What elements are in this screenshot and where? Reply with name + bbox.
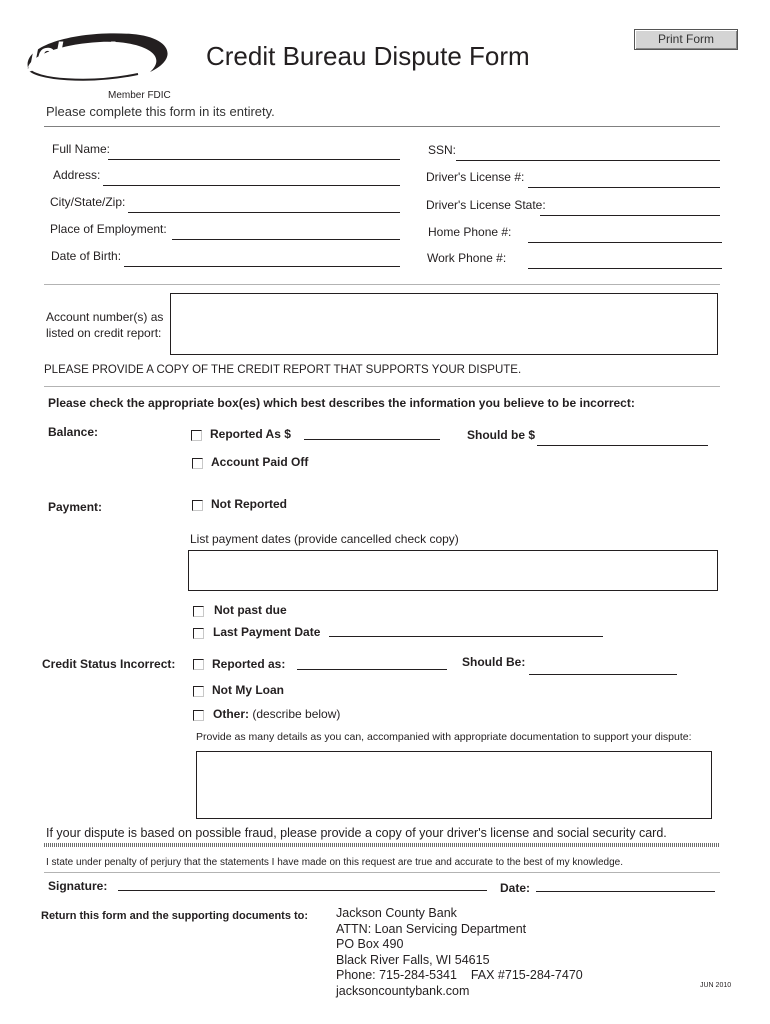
home-phone-label: Home Phone #: (428, 225, 512, 239)
other-label: Other: (describe below) (213, 707, 341, 721)
other-checkbox[interactable] (193, 710, 204, 721)
place-of-employment-label: Place of Employment: (50, 222, 167, 236)
reported-as-status-field[interactable] (297, 669, 447, 670)
divider (44, 284, 720, 285)
drivers-license-field[interactable] (528, 187, 720, 188)
reported-as-status-checkbox[interactable] (193, 659, 204, 670)
divider (44, 386, 720, 387)
ssn-field[interactable] (456, 160, 720, 161)
fraud-notice: If your dispute is based on possible fraud, please provide a copy of your driver's license and social security card. (46, 826, 667, 840)
details-field[interactable] (196, 751, 712, 819)
signature-label: Signature: (48, 879, 108, 893)
work-phone-field[interactable] (528, 268, 722, 269)
return-address: Jackson County Bank ATTN: Loan Servicing Department PO Box 490 Black River Falls, WI 54615 Phone: 715-284-5341 FAX #715-284-7470 jacksoncountybank.com (336, 906, 583, 998)
copy-notice: PLEASE PROVIDE A COPY OF THE CREDIT REPORT THAT SUPPORTS YOUR DISPUTE. (44, 364, 522, 376)
last-payment-date-label: Last Payment Date (213, 625, 321, 639)
account-paid-off-label: Account Paid Off (211, 455, 309, 469)
account-numbers-label: Account number(s) as listed on credit report: (46, 310, 164, 340)
form-instruction: Please complete this form in its entirety. (46, 104, 275, 119)
not-reported-checkbox[interactable] (192, 500, 203, 511)
should-be-status-field[interactable] (529, 674, 677, 675)
payment-label: Payment: (48, 500, 103, 514)
logo-wordmark: jcbank (30, 36, 123, 72)
address-field[interactable] (103, 185, 400, 186)
full-name-label: Full Name: (52, 142, 111, 156)
last-payment-date-checkbox[interactable] (193, 628, 204, 639)
date-field[interactable] (536, 891, 715, 892)
place-of-employment-field[interactable] (172, 239, 400, 240)
address-label: Address: (53, 168, 101, 182)
divider (44, 872, 720, 873)
page-title: Credit Bureau Dispute Form (206, 41, 530, 71)
last-payment-date-field[interactable] (329, 636, 603, 637)
reported-as-label: Reported As $ (210, 427, 291, 441)
reported-as-field[interactable] (304, 439, 440, 440)
date-of-birth-label: Date of Birth: (51, 249, 122, 263)
city-state-zip-field[interactable] (128, 212, 400, 213)
account-paid-off-checkbox[interactable] (192, 458, 203, 469)
date-of-birth-field[interactable] (124, 266, 400, 267)
not-past-due-checkbox[interactable] (193, 606, 204, 617)
ssn-label: SSN: (428, 143, 457, 157)
list-payment-dates-label: List payment dates (provide cancelled check copy) (190, 532, 459, 546)
should-be-status-label: Should Be: (462, 655, 526, 669)
signature-field[interactable] (118, 890, 487, 891)
full-name-field[interactable] (108, 159, 400, 160)
details-instruction: Provide as many details as you can, accompanied with appropriate documentation to support your dispute: (196, 731, 692, 743)
print-form-button[interactable]: Print Form (634, 29, 738, 50)
reported-as-status-label: Reported as: (212, 657, 286, 671)
work-phone-label: Work Phone #: (427, 251, 507, 265)
credit-status-label: Credit Status Incorrect: (42, 657, 176, 671)
drivers-license-state-field[interactable] (540, 215, 720, 216)
perjury-statement: I state under penalty of perjury that the statements I have made on this request are true and accurate to the best of my knowledge. (46, 857, 624, 868)
balance-label: Balance: (48, 425, 99, 439)
check-instruction: Please check the appropriate box(es) which best describes the information you believe to be incorrect: (48, 396, 635, 410)
date-label: Date: (500, 881, 531, 895)
not-reported-label: Not Reported (211, 497, 287, 511)
divider (44, 843, 720, 847)
not-past-due-label: Not past due (214, 603, 287, 617)
payment-dates-field[interactable] (188, 550, 718, 591)
return-instruction: Return this form and the supporting documents to: (41, 910, 309, 922)
member-fdic: Member FDIC (108, 90, 171, 101)
city-state-zip-label: City/State/Zip: (50, 195, 126, 209)
revision-date: JUN 2010 (700, 982, 732, 989)
should-be-label: Should be $ (467, 428, 536, 442)
account-numbers-field[interactable] (170, 293, 718, 355)
not-my-loan-checkbox[interactable] (193, 686, 204, 697)
divider (44, 126, 720, 127)
reported-as-checkbox[interactable] (191, 430, 202, 441)
home-phone-field[interactable] (528, 242, 722, 243)
drivers-license-state-label: Driver's License State: (426, 198, 546, 212)
should-be-field[interactable] (537, 445, 708, 446)
not-my-loan-label: Not My Loan (212, 683, 284, 697)
drivers-license-label: Driver's License #: (426, 170, 525, 184)
